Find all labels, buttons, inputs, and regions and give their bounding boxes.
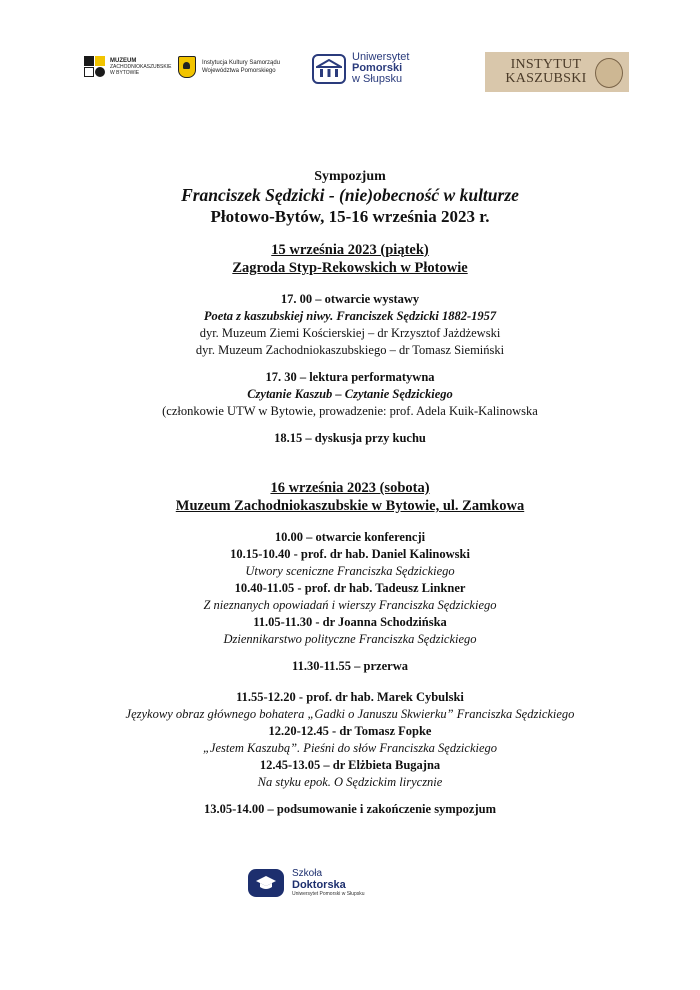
graduation-cap-icon (248, 869, 284, 897)
day2-opening: 10.00 – otwarcie konferencji (274, 530, 426, 544)
day1-event1-time: 17. 00 – otwarcie wystawy (280, 292, 420, 306)
samorzad-logo-line2: Województwa Pomorskiego (202, 68, 276, 74)
day2-session3-topic: Dziennikarstwo polityczne Franciszka Sędzickiego (223, 632, 477, 646)
samorzad-logo (178, 56, 280, 78)
muzeum-logo-line2: ZACHODNIOKASZUBSKIE (110, 64, 172, 70)
day2-session3: 11.05-11.30 - dr Joanna Schodzińska (253, 615, 447, 629)
day2-session6-topic: Na styku epok. O Sędzickim lirycznie (257, 775, 443, 789)
footer-logo-line2: Doktorska (292, 879, 346, 891)
day1-venue: Zagroda Styp-Rekowskich w Płotowie (232, 260, 468, 276)
day2-venue: Muzeum Zachodniokaszubskie w Bytowie, ul. Zamkowa (175, 498, 525, 514)
day2-date: 16 września 2023 (sobota) (270, 480, 430, 496)
up-logo-line1: Uniwersytet (352, 51, 410, 63)
uniwersytet-pomorski-logo (312, 52, 409, 85)
symposium-title: Franciszek Sędzicki - (nie)obecność w kulturze (181, 185, 519, 205)
day2-session1-topic: Utwory sceniczne Franciszka Sędzickiego (245, 564, 455, 578)
symposium-label: Sympozjum (314, 169, 386, 184)
up-logo-line3: w Słupsku (352, 73, 403, 85)
day2-session6: 12.45-13.05 – dr Elżbieta Bugajna (259, 758, 441, 772)
day1-event1-person2: dyr. Muzeum Zachodniokaszubskiego – dr Tomasz Siemiński (195, 343, 505, 357)
programme (0, 168, 700, 818)
footer-logo-line1: Szkoła (292, 868, 323, 879)
day2-session5-topic: „Jestem Kaszubą”. Pieśni do słów Franciszka Sędzickiego (202, 741, 498, 755)
day2-session1: 10.15-10.40 - prof. dr hab. Daniel Kalinowski (230, 547, 470, 561)
szkola-doktorska-logo (248, 868, 365, 898)
muzeum-logo-line1: MUZEUM (110, 58, 137, 64)
muzeum-mark-icon (84, 56, 106, 78)
place-and-date: Płotowo-Bytów, 15-16 września 2023 r. (210, 207, 490, 226)
day2-session5: 12.20-12.45 - dr Tomasz Fopke (268, 724, 432, 738)
day2-session4: 11.55-12.20 - prof. dr hab. Marek Cybulski (236, 690, 464, 704)
up-logo-line2: Pomorski (352, 62, 403, 74)
instytut-kaszubski-logo (485, 52, 629, 92)
day2-break: 11.30-11.55 – przerwa (292, 659, 408, 673)
day1-event3-time: 18.15 – dyskusja przy kuchu (274, 431, 426, 445)
day1-event2-title: Czytanie Kaszub – Czytanie Sędzickiego (247, 387, 453, 401)
samorzad-logo-line1: Instytucja Kultury Samorządu (202, 60, 281, 66)
day2-session2-topic: Z nieznanych opowiadań i wierszy Franciszka Sędzickiego (203, 598, 497, 612)
university-building-icon (312, 54, 346, 84)
day1-event1-title: Poeta z kaszubskiej niwy. Franciszek Sędzicki 1882-1957 (203, 309, 497, 323)
muzeum-logo-line3: W BYTOWIE (110, 70, 140, 76)
day2-session2: 10.40-11.05 - prof. dr hab. Tadeusz Linkner (234, 581, 466, 595)
muzeum-logo (84, 56, 171, 78)
ik-logo-line1: INSTYTUT (510, 57, 582, 72)
logo-strip (0, 52, 700, 96)
day2-session4-topic: Językowy obraz głównego bohatera „Gadki o Januszu Skwierku” Franciszka Sędzickiego (125, 707, 575, 721)
griffin-shield-icon (178, 56, 196, 78)
day1-event2-people: (członkowie UTW w Bytowie, prowadzenie: prof. Adela Kuik-Kalinowska (162, 404, 538, 418)
day2-closing: 13.05-14.00 – podsumowanie i zakończenie sympozjum (203, 802, 497, 816)
ik-logo-line2: KASZUBSKI (505, 71, 587, 86)
footer-logo-line3: Uniwersytet Pomorski w Słupsku (292, 891, 365, 897)
day1-event2-time: 17. 30 – lektura performatywna (265, 370, 435, 384)
seal-icon (595, 58, 623, 88)
day1-event1-person1: dyr. Muzeum Ziemi Kościerskiej – dr Krzysztof Jażdżewski (199, 326, 501, 340)
day1-date: 15 września 2023 (piątek) (271, 242, 429, 258)
